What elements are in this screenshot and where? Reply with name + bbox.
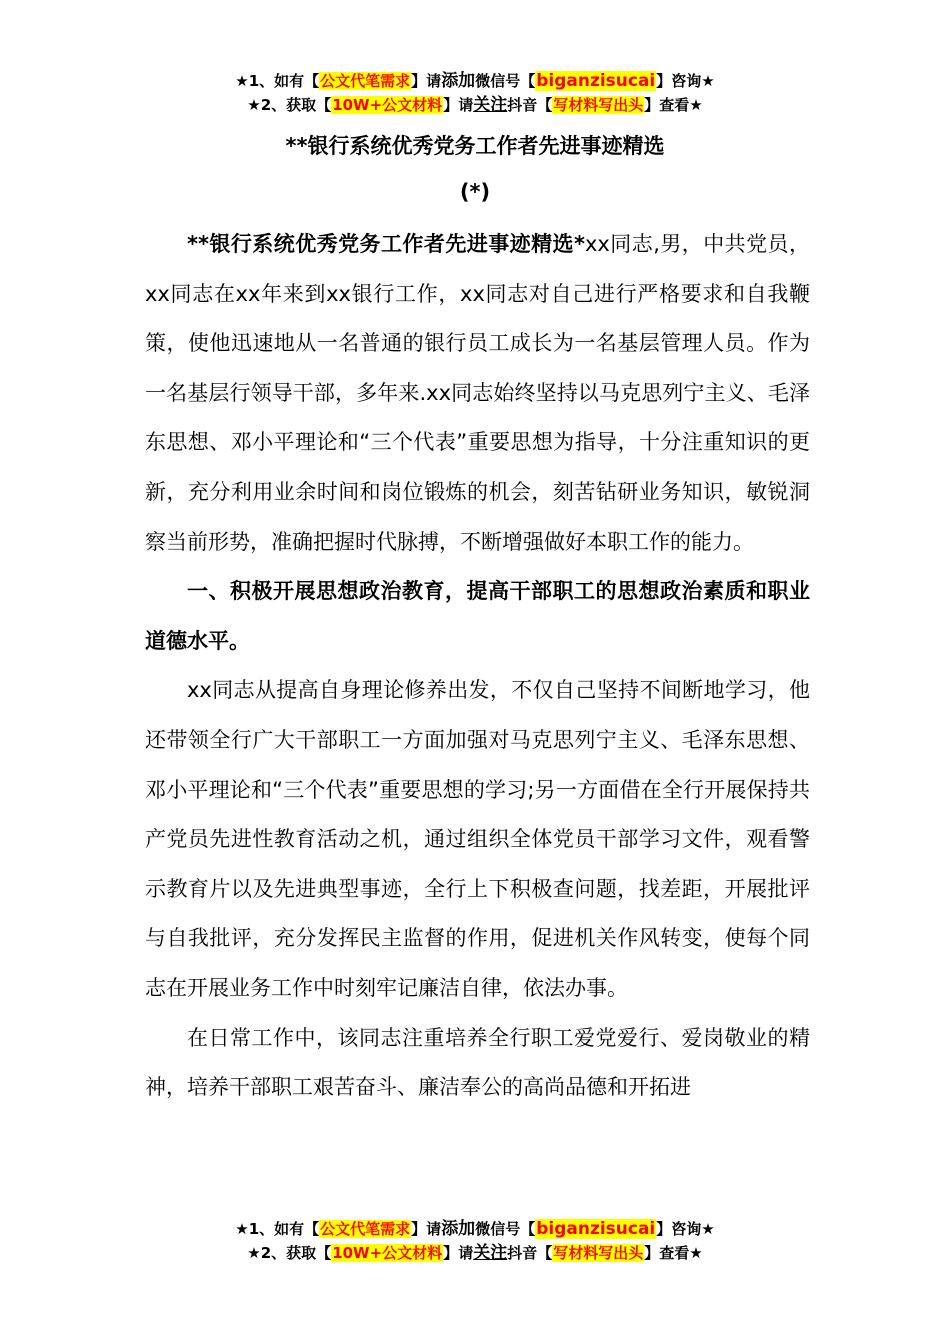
emphasis-text: 添加 — [441, 1219, 476, 1239]
highlight-text: 10W+公文材料 — [332, 96, 443, 114]
highlight-text: biganzisucai — [536, 1219, 656, 1239]
banner-text: 】咨询★ — [656, 72, 715, 90]
paragraph — [145, 220, 810, 567]
emphasis-text: 关注 — [473, 1243, 508, 1263]
highlight-text: 写材料写出头 — [553, 1244, 644, 1262]
banner-text: ★1、如有【 — [235, 72, 320, 90]
banner-text: 】请 — [411, 1220, 442, 1238]
banner-text: 】请 — [411, 72, 442, 90]
banner-text: ★1、如有【 — [235, 1220, 320, 1238]
banner-text: 微信号【 — [475, 1220, 536, 1238]
emphasis-text: 关注 — [473, 95, 508, 115]
banner-line-2 — [0, 1242, 950, 1266]
banner-text: 】请 — [443, 96, 474, 114]
header-banner — [0, 70, 950, 118]
banner-text: 抖音【 — [507, 96, 553, 114]
paragraph-lead: **银行系统优秀党务工作者先进事迹精选* — [187, 232, 585, 256]
document-body — [145, 220, 810, 1113]
highlight-text: biganzisucai — [536, 71, 656, 91]
page-title: **银行系统优秀党务工作者先进事迹精选 — [285, 134, 665, 158]
banner-text: 微信号【 — [475, 72, 536, 90]
footer-banner — [0, 1218, 950, 1266]
banner-text: 】查看★ — [644, 96, 703, 114]
banner-text: ★2、获取【 — [247, 96, 332, 114]
section-heading: 一、积极开展思想政治教育，提高干部职工的思想政治素质和职业道德水平。 — [145, 579, 810, 653]
paragraph: 在日常工作中，该同志注重培养全行职工爱党爱行、爱岗敬业的精神，培养干部职工艰苦奋斗、廉洁奉公的高尚品德和开拓进 — [145, 1025, 810, 1100]
highlight-text: 公文代笔需求 — [320, 72, 411, 90]
banner-text: ★2、获取【 — [247, 1244, 332, 1262]
paragraph: xx同志从提高自身理论修养出发，不仅自己坚持不间断地学习，他还带领全行广大干部职工一方面加强对马克思列宁主义、毛泽东思想、邓小平理论和“三个代表”重要思想的学习;另一方面借在全行开展保持共产党员先进性教育活动之机，通过组织全体党员干部学习文件，观看警示教育片以及先进典型事迹，全行上下积极查问题，找差距，开展批评与自我批评，充分发挥民主监督的作用，促进机关作风转变，使每个同志在开展业务工作中时刻牢记廉洁自律，依法办事。 — [145, 678, 810, 1000]
banner-text: 】查看★ — [644, 1244, 703, 1262]
highlight-text: 写材料写出头 — [553, 96, 644, 114]
banner-text: 】咨询★ — [656, 1220, 715, 1238]
highlight-text: 10W+公文材料 — [332, 1244, 443, 1262]
paragraph-text: xx同志,男，中共党员，xx同志在xx年来到xx银行工作，xx同志对自己进行严格要求和自我鞭策，使他迅速地从一名普通的银行员工成长为一名基层管理人员。作为一名基层行领导干部，多年来.xx同志始终坚持以马克思列宁主义、毛泽东思想、邓小平理论和“三个代表”重要思想为指导，十分注重知识的更新，充分利用业余时间和岗位锻炼的机会，刻苦钻研业务知识，敏锐洞察当前形势，准确把握时代脉搏，不断增强做好本职工作的能力。 — [145, 232, 810, 554]
highlight-text: 公文代笔需求 — [320, 1220, 411, 1238]
banner-text: 抖音【 — [507, 1244, 553, 1262]
banner-line-1 — [0, 70, 950, 94]
banner-line-2 — [0, 94, 950, 118]
banner-text: 】请 — [443, 1244, 474, 1262]
emphasis-text: 添加 — [441, 71, 476, 91]
page-subtitle: (*) — [459, 180, 491, 204]
banner-line-1 — [0, 1218, 950, 1242]
